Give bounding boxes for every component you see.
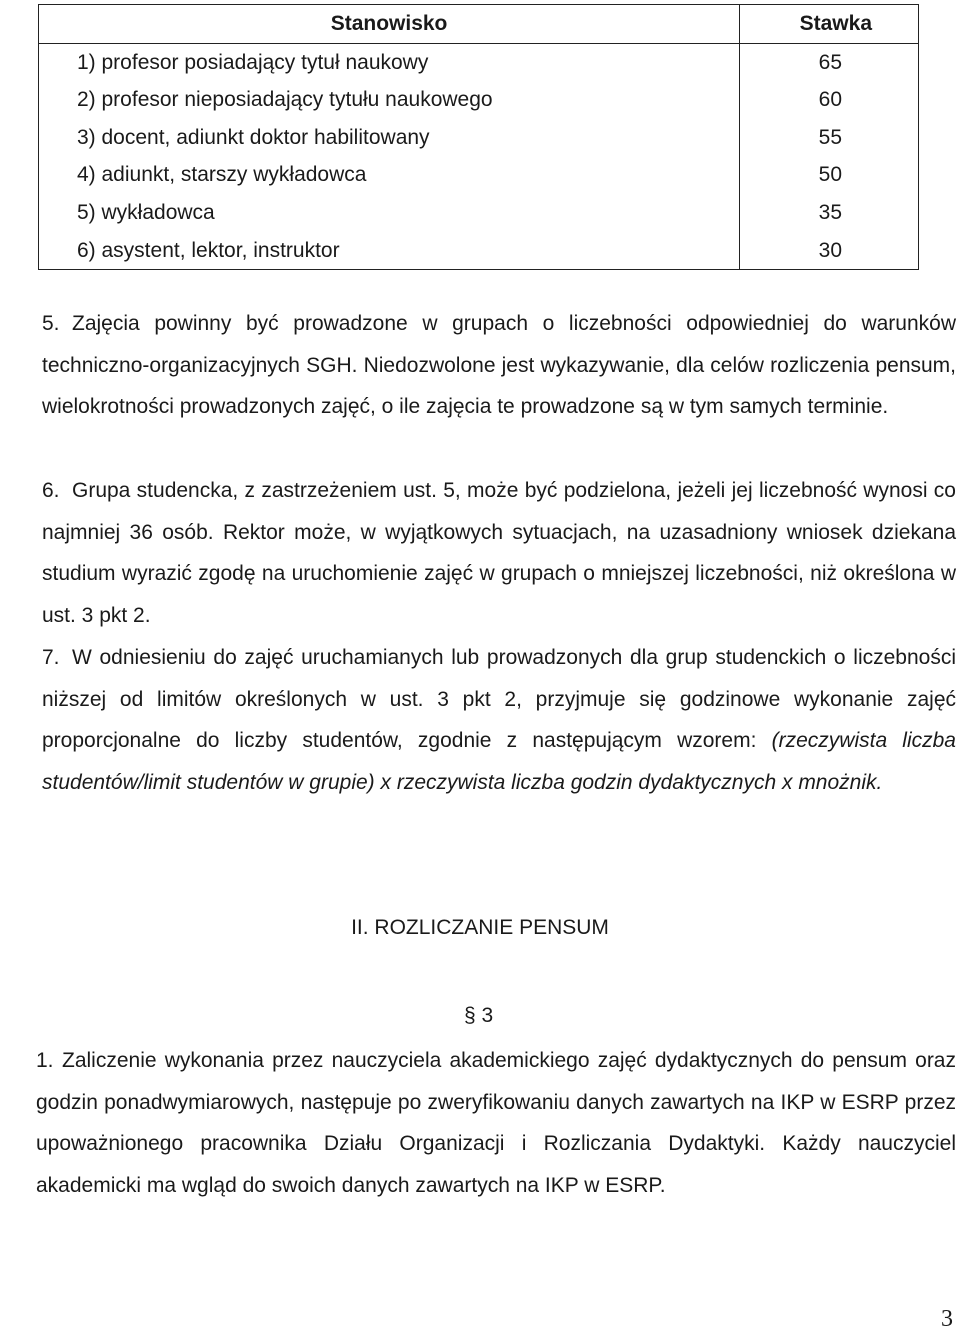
formula-text: (rzeczywista liczba studentów/limit studentów w grupie) x rzeczywista liczba godzin dydaktycznych x mnożnik. <box>42 729 956 795</box>
rate-cell: 65 <box>740 43 919 81</box>
section-sign: § 3 <box>464 1004 494 1027</box>
paragraph-number: 5. <box>42 312 60 335</box>
paragraph-s3-1 <box>36 1040 956 1207</box>
paragraph-text: Zajęcia powinny być prowadzone w grupach o liczebności odpowiedniej do warunków techniczno-organizacyjnych SGH. Niedozwolone jest wykazywanie, dla celów rozliczenia pensum, wielokrotności prowadzonych zajęć, o ile zajęcia te prowadzone są w tym samych terminie. <box>42 312 956 419</box>
paragraph-text: Grupa studencka, z zastrzeżeniem ust. 5, może być podzielona, jeżeli jej liczebność wynosi co najmniej 36 osób. Rektor może, w wyjątkowych sytuacjach, na uzasadniony wniosek dziekana studium wyrazić zgodę na uruchomienie zajęć w grupach o mniejszej liczebności, niż określona w ust. 3 pkt 2. <box>42 479 956 628</box>
paragraph-7 <box>42 637 956 804</box>
paragraph-number: 6. <box>42 479 60 502</box>
position-cell: 3) docent, adiunkt doktor habilitowany <box>39 119 740 157</box>
table-row <box>39 119 919 157</box>
position-cell: 4) adiunkt, starszy wykładowca <box>39 156 740 194</box>
rate-cell: 55 <box>740 119 919 157</box>
rate-cell: 60 <box>740 81 919 119</box>
position-cell: 1) profesor posiadający tytuł naukowy <box>39 43 740 81</box>
position-cell: 2) profesor nieposiadający tytułu naukowego <box>39 81 740 119</box>
table-header-row <box>39 5 919 44</box>
page-number: 3 <box>941 1306 953 1332</box>
rate-table <box>38 4 919 270</box>
section-heading: II. ROZLICZANIE PENSUM <box>351 916 609 939</box>
paragraph-text: Zaliczenie wykonania przez nauczyciela akademickiego zajęć dydaktycznych do pensum oraz godzin ponadwymiarowych, następuje po zweryfikowaniu danych zawartych na IKP w ESRP przez upoważnionego pracownika Działu Organizacji i Rozliczania Dydaktyki. Każdy nauczyciel akademicki ma wgląd do swoich danych zawartych na IKP w ESRP. <box>36 1049 956 1198</box>
paragraph-number: 7. <box>42 646 60 669</box>
table-row <box>39 43 919 81</box>
header-position: Stanowisko <box>39 5 740 44</box>
table-row <box>39 81 919 119</box>
position-cell: 5) wykładowca <box>39 194 740 232</box>
table-row <box>39 232 919 270</box>
paragraph-6 <box>42 470 956 637</box>
table-row <box>39 156 919 194</box>
position-cell: 6) asystent, lektor, instruktor <box>39 232 740 270</box>
table-row <box>39 194 919 232</box>
paragraph-5 <box>42 303 956 428</box>
rate-cell: 50 <box>740 156 919 194</box>
paragraph-text: W odniesieniu do zajęć uruchamianych lub prowadzonych dla grup studenckich o liczebności niższej od limitów określonych w ust. 3 pkt 2, przyjmuje się godzinowe wykonanie zajęć proporcjonalne do liczby studentów, zgodnie z następującym wzorem: <box>42 646 956 753</box>
rate-cell: 35 <box>740 194 919 232</box>
paragraph-number: 1. <box>36 1049 54 1072</box>
header-rate: Stawka <box>740 5 919 44</box>
rate-cell: 30 <box>740 232 919 270</box>
